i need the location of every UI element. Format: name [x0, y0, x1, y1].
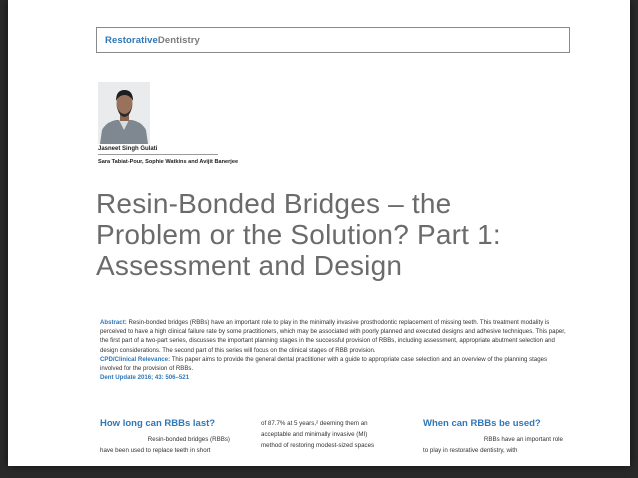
body-column-3	[423, 418, 563, 456]
brand-secondary: Dentistry	[157, 35, 200, 46]
body-line: to play in restorative dentistry, with	[423, 447, 518, 454]
body-line: Resin-bonded bridges (RBBs)	[147, 436, 230, 443]
title-line: Problem or the Solution? Part 1:	[96, 219, 501, 250]
body-column-1	[100, 418, 230, 456]
brand-primary: Restorative	[105, 35, 158, 46]
body-line: RBBs have an important role	[483, 436, 563, 443]
abstract-text: Resin-bonded bridges (RBBs) have an important role to play in the minimally invasive prosthodontic replacement of missing teeth. This treatment modality is perceived to have a high clinical failure rate by some practitioners, which may be associated with poorly planned and executed designs and adhesive techniques. This paper, the first part of a two-part series, discusses the important planning stages in the successful provision of RBBs, including assessment, appropriate abutment selection and design considerations. The second part of this series will focus on the clinical stages of RBB provision.	[100, 319, 566, 354]
body-line: acceptable and minimally invasive (MI)	[261, 431, 368, 438]
journal-brand	[105, 35, 200, 46]
article-title	[96, 188, 616, 281]
author-photo	[98, 82, 150, 144]
cpd-label: CPD/Clinical Relevance:	[100, 355, 171, 363]
cpd-text: This paper aims to provide the general dental practitioner with a guide to appropriate case selection and an overview of the planning stages involved for the provision of RBBs.	[100, 355, 548, 373]
body-line: method of restoring modest-sized spaces	[261, 442, 375, 449]
title-line: Assessment and Design	[96, 250, 403, 281]
abstract-paragraph	[100, 318, 568, 355]
citation-paragraph	[100, 373, 568, 382]
section-heading: When can RBBs be used?	[423, 418, 541, 429]
body-line: have been used to replace teeth in short	[100, 447, 211, 454]
lead-author: Jasneet Singh Gulati	[98, 146, 158, 152]
title-line: Resin-Bonded Bridges – the	[96, 188, 452, 219]
abstract-block	[100, 318, 568, 382]
article-page	[8, 0, 630, 466]
author-divider	[98, 154, 218, 155]
section-heading: How long can RBBs last?	[100, 418, 216, 429]
abstract-label: Abstract:	[100, 319, 127, 326]
body-column-2	[261, 418, 406, 451]
body-line: of 87.7% at 5 years,² deeming them an	[261, 420, 368, 427]
journal-header	[96, 27, 570, 53]
citation: Dent Update 2016; 43: 506–521	[100, 374, 190, 382]
cpd-paragraph	[100, 355, 568, 373]
co-authors: Sara Tabiat-Pour, Sophie Watkins and Avijit Banerjee	[98, 159, 239, 165]
